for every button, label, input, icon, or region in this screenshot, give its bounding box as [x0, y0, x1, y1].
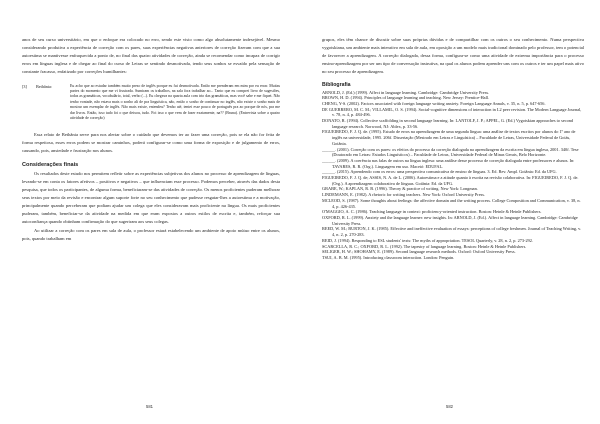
bibliography-entry: CHENG, Y-S. (2002). Factors associated with foreign language writing anxiety. Foreign Language Annals, v. 35, n. 5, p. 647-656. [322, 100, 546, 106]
bibliography-entry: GRABE, W.; KAPLAN, R. B. (1996). Theory & practice of writing. New York: Longman. [322, 186, 478, 192]
bibliography-entry: TSUI, A. B. M. (1995). Introducing classroom interaction. London: Penguin. [322, 254, 455, 260]
bibliography-entry: DE GUERRERO, M. C. M.; VILLAMIL, O. S. (1994). Social-cognitive dimensions of interaction in L2 peer revision. The Modern Language Journal, v. 78, n. 4, p. 484-496. [322, 106, 582, 118]
page-number: 582 [446, 404, 453, 409]
bibliography-entry: REID, J. (1994). Responding to ESL students' texts: The myths of appropriation. TESOL Quarterly, v. 28, n. 2, p. 273-292. [322, 237, 533, 243]
bibliography-entry: ______. (2009). A coerência nas falas de outros na língua inglesa: uma análise desse processo de correção dialogada entre professores e alunos. In: TAVARES, R. R. (Org.). Linguagem em uso. Maceió: EDUFAL. [322, 157, 575, 169]
left-column [22, 36, 280, 245]
body-paragraph: Ao utilizar a correção com os pares em sala de aula, o professor estará estabelecendo um ambiente de apoio mútuo entre os alunos, pois, quando trabalham em [22, 228, 280, 242]
bibliography-entry: ARNOLD, J. (Ed.) (1999). Affect in language learning. Cambridge: Cambridge University Press. [322, 89, 490, 95]
page-number: 581 [146, 404, 153, 409]
bibliography-entry: OXFORD, R. L. (1999). Anxiety and the language learner: new insights. In: ARNOLD, J. (Ed.). Affect in language learning. Cambridge: Cambridge University Press. [322, 215, 578, 226]
right-page [300, 0, 600, 424]
right-column [322, 36, 584, 261]
bibliography-entry: LINDEMANN, E. (1982). A rhetoric for writing teachers. New York: Oxford University Press. [322, 192, 486, 198]
bibliography-entry: SELIGER, H. W.; SHOHAMY, E. (1989). Second language research methods. Oxford: Oxford University Press. [322, 249, 516, 255]
bibliography-entry: ______. (2001). Correção com os pares: os efeitos do processo da correção dialogada na aprendizagem da escrita em língua inglesa, 2001. 340f. Tese (Doutorado em Letras: Estudos Linguísticos) – Faculdade de Letras, Universidade Federal de Minas Gerais, Belo Horizonte. [322, 146, 579, 158]
bibliography-entry: BROWN, H. D. (1994). Principles of language learning and teaching. New Jersey: Prentice-Hall. [322, 95, 490, 101]
body-paragraph: Os resultados deste estudo nos permitem refletir sobre as experiências subjetivas dos alunos no processo de aprendizagem de línguas, levando-se em conta os fatores afetivos – positivos e negativos – que influenciam esse processo. Podemos perceber, através das dados desta pesquisa, que todos os participantes, de alguma forma, beneficiaram-se das atividades de correção. Os menos proficientes puderam melhorar seus textos por meio da revisão e encontrar algum suporte forte no seu conhecimento que pudesse resgatar-lhes a autoestima e a motivação, principalmente quando perceberam que podiam ajudar um colega que eles consideravam mais proficiente na língua. Os mais proficientes puderam, também, beneficiar-se da atividade na medida em que eram expostos a outros estilos de escrita e, também, reforçar sua autoconfiança quando obtinham confirmação do que sugeriram aos seus colegas. [22, 171, 280, 224]
bibliography-heading: Bibliografia [322, 81, 351, 88]
bibliography-entry: FIGUEIREDO, F. J. Q. de; ASSIS, N. A. de L. (2006). Autoestima e a atitude quanto à escrita na revisão colaborativa. In: FIGUEIREDO, F. J. Q. de. (Org.). A aprendizagem colaborativa de línguas. Goiânia: Ed. da UFG. [322, 175, 579, 186]
body-paragraph: Essa relato de Bethânia serve para nos alertar sobre o cuidado que devemos ter ao fazer uma correção, pois se ela não for feita de forma respeitosa, esses erros podem se mostrar caminhos, poderá configurar-se como uma forma de exposição e de julgamento de erros, causando, pois, ansiedade e frustração nos alunos. [22, 132, 280, 154]
bibliography-entry: FIGUEIREDO, F. J. Q. de. (1995). Estudo de erros na aprendizagem de uma segunda língua: uma análise de textos escritos por alunos do 1º ano de inglês na universidade, 1995. 206f. Dissertação (Mestrado em Letras e Linguística) – Faculdade de Letras, Universidade Federal de Goiás, Goiânia. [322, 129, 576, 146]
quote-number: [3] [22, 83, 27, 89]
bibliography-entry: ______. (2015). Aprendendo com os erros: uma perspectiva comunicativa de ensino de línguas. 3. Ed. Rev. Ampl. Goiânia: Ed. da UFG. [322, 169, 557, 175]
bibliography-entry: O'MAGGIO, A. C. (1986). Teaching language in context: proficiency-oriented instruction. Boston: Heinle & Heinle Publishers. [322, 209, 542, 215]
quote-speaker: Bethânia: [36, 83, 53, 89]
bibliography-entry: REED, W. M.; BURTON, J. K. (1985). Effective and ineffective evaluation of essays: perceptions of college freshmen. Journal of Teaching Writing, v. 4, n. 2, p. 270-283. [322, 226, 582, 238]
interview-quote [22, 84, 280, 122]
bibliography-entry: DONATO, R. (1994). Collective scaffolding in second language learning. In: LANTOLF, J. P.; APPEL, G. (Ed.) Vygotskian approaches to second language research. Norwood, NJ: Ablex, p. 33-56. [322, 118, 574, 129]
bibliography-list [322, 90, 584, 261]
quote-text: Eu acho que ao estudar também muito preso de inglês porque eu fui desmotivada. Então me prenderam em mim por eu errar. Muitas partes do momento que me vi frustrada. Sumiram os trabalhos, na sala fora trabalhar ao... Tanto que eu comprei livro de sugestões, todas as gramáticas, vocabulário, total, verbo (...). Eu chegava na quarta aula com trio das gramáticas, mas você sabe e me fiquei. Não tenho vontade, não estava mais o sonho ali de pra linguística, não, então o sonho de continuar no inglês, não existe o sonho mais de mostrar um exemplar de inglês. Não mais existe, entendeu? Tenho até, tentei esse pouco de português pra ao porque de nós, pra me dar livros. Então, isso tudo foi o que deixou, tudo. Foi isso o que vem de fazer exatamente, na?? (Bruna). (Entrevista sobre a quatro atividade de correção) [70, 83, 280, 120]
bibliography-entry: MCLEOD, S. (1987). Some thoughts about feelings: the affective domain and the writing process. College Composition and Communication, v. 38, n. 4, p. 426-435. [322, 197, 581, 209]
section-heading: Considerações finais [22, 162, 79, 169]
body-paragraph: grupos, eles têm chance de discutir sobre suas próprias dúvidas e de compartilhar com os outros o seu conhecimento. Numa perspectiva vygotskiana, um ambiente mais interativo em sala de aula, em oposição a um modelo mais tradicional dominado pelo professor, tem o potencial de favorecer a aprendizagem. A correção dialogada, dessa forma, configura-se como uma atividade de extrema importância para o processo ensino-aprendizagem por ser um tipo de conversação instrutiva, na qual os alunos podem aprender uns com os outros e ter um papel mais ativo no seu processo de aprendizagem. [322, 37, 584, 74]
bibliography-entry: SCARCELLA, R. C.; OXFORD, R. L. (1992). The tapestry of language learning. Boston: Heinle & Heinle Publishers. [322, 243, 527, 249]
body-paragraph: anos de seu curso universitário, em que o enfoque era colocado no erro, sendo este visto como algo absolutamente indesejável. Mesmo considerando produtiva a experiência de correção com os pares, suas experiências negativas anteriores de correção fizeram com que a sua autoestima se mantivesse enfraquecida a ponto de, no final das quatro atividades de correção, ainda se recomendar como incapaz de corrigir erros em línguas inglesa e de chegar ao final do curso de Letras se sentindo desmotivada, tendo seus sonhos se esvaído pela sensação de constante fracasso, enfatizado por correções humilhantes: [22, 37, 280, 74]
